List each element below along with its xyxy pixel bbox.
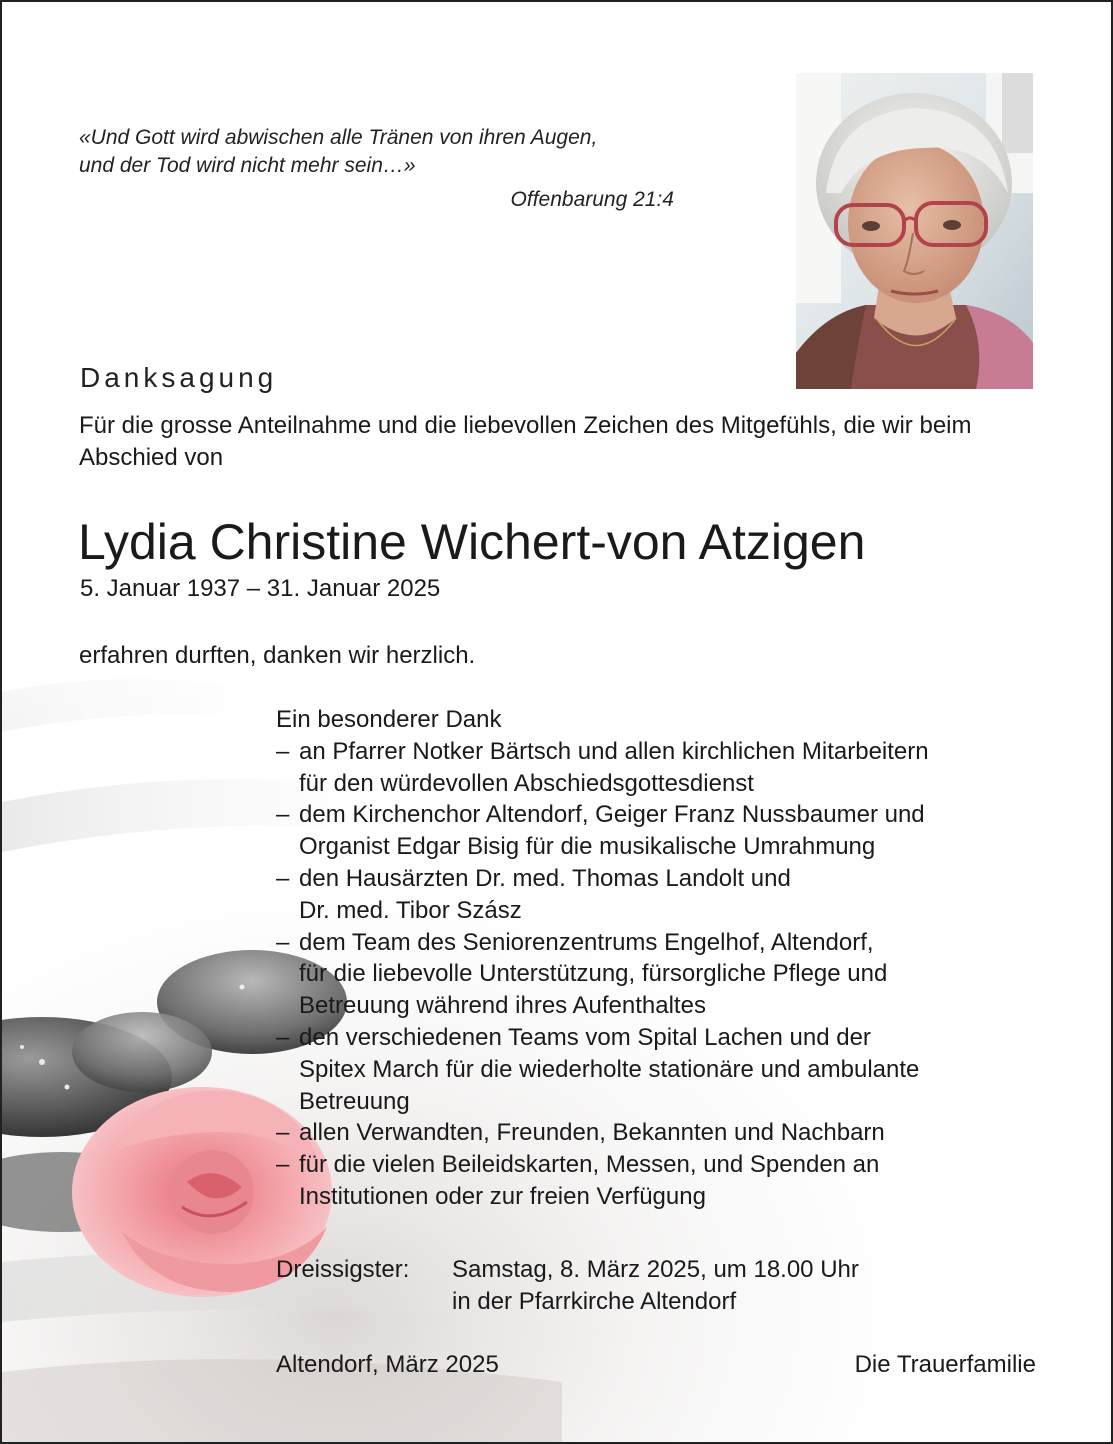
dash-bullet: – bbox=[276, 737, 290, 765]
quote-line-1: «Und Gott wird abwischen alle Tränen von ihren Augen, bbox=[79, 126, 598, 149]
thanks-item-line: allen Verwandten, Freunden, Bekannten und Nachbarn bbox=[299, 1119, 885, 1147]
memorial-location: in der Pfarrkirche Altendorf bbox=[452, 1288, 737, 1315]
thanks-item-line: für den würdevollen Abschiedsgottesdienst bbox=[299, 769, 754, 797]
thanks-item bbox=[276, 1149, 1076, 1213]
thanks-item bbox=[276, 799, 1076, 863]
thanks-item-line: den verschiedenen Teams vom Spital Lachen und der bbox=[299, 1023, 871, 1051]
thanks-item-line: für die vielen Beileidskarten, Messen, und Spenden an bbox=[299, 1151, 880, 1179]
special-thanks-heading: Ein besonderer Dank bbox=[276, 706, 502, 733]
bible-quote bbox=[79, 124, 597, 180]
thanks-item-line: Dr. med. Tibor Szász bbox=[299, 896, 522, 924]
thanks-item-line: Betreuung während ihres Aufenthaltes bbox=[299, 992, 706, 1020]
thanks-item bbox=[276, 1117, 1076, 1149]
dash-bullet: – bbox=[276, 864, 290, 892]
thanks-item bbox=[276, 1022, 1076, 1117]
thanks-item-line: den Hausärzten Dr. med. Thomas Landolt und bbox=[299, 864, 791, 892]
signature-family: Die Trauerfamilie bbox=[854, 1351, 1036, 1378]
thanks-item bbox=[276, 736, 1076, 800]
memorial-label: Dreissigster: bbox=[276, 1256, 410, 1283]
place-and-date: Altendorf, März 2025 bbox=[276, 1351, 499, 1378]
thanks-item-line: Organist Edgar Bisig für die musikalische Umrahmung bbox=[299, 833, 876, 861]
thanks-item-line: für die liebevolle Unterstützung, fürsorgliche Pflege und bbox=[299, 960, 888, 988]
life-dates: 5. Januar 1937 – 31. Januar 2025 bbox=[80, 575, 441, 602]
deceased-name: Lydia Christine Wichert-von Atzigen bbox=[78, 514, 866, 570]
quote-line-2: und der Tod wird nicht mehr sein…» bbox=[79, 154, 416, 177]
thanks-item-line: Institutionen oder zur freien Verfügung bbox=[299, 1182, 706, 1210]
thanks-list bbox=[276, 736, 1076, 1213]
dash-bullet: – bbox=[276, 1119, 290, 1147]
closing-text: erfahren durften, danken wir herzlich. bbox=[79, 642, 476, 669]
thanks-item-line: dem Kirchenchor Altendorf, Geiger Franz Nussbaumer und bbox=[299, 801, 925, 829]
dash-bullet: – bbox=[276, 928, 290, 956]
thanks-item bbox=[276, 863, 1076, 927]
special-thanks-section bbox=[276, 704, 1076, 1213]
thanks-item bbox=[276, 927, 1076, 1022]
thanks-item-line: Betreuung bbox=[299, 1087, 410, 1115]
memorial-date-time: Samstag, 8. März 2025, um 18.00 Uhr bbox=[452, 1256, 859, 1283]
memorial-details bbox=[452, 1254, 859, 1318]
thanks-item-line: dem Team des Seniorenzentrums Engelhof, Altendorf, bbox=[299, 928, 874, 956]
quote-source: Offenbarung 21:4 bbox=[510, 188, 674, 211]
dash-bullet: – bbox=[276, 1151, 290, 1179]
thanks-item-line: Spitex March für die wiederholte stationäre und ambulante bbox=[299, 1055, 920, 1083]
dash-bullet: – bbox=[276, 801, 290, 829]
heading-danksagung: Danksagung bbox=[80, 362, 278, 393]
thanks-item-line: an Pfarrer Notker Bärtsch und allen kirchlichen Mitarbeitern bbox=[299, 737, 929, 765]
dash-bullet: – bbox=[276, 1023, 290, 1051]
portrait-photo bbox=[796, 73, 1033, 389]
intro-text: Für die grosse Anteilnahme und die liebevollen Zeichen des Mitgefühls, die wir beim Abschied von bbox=[79, 412, 972, 471]
